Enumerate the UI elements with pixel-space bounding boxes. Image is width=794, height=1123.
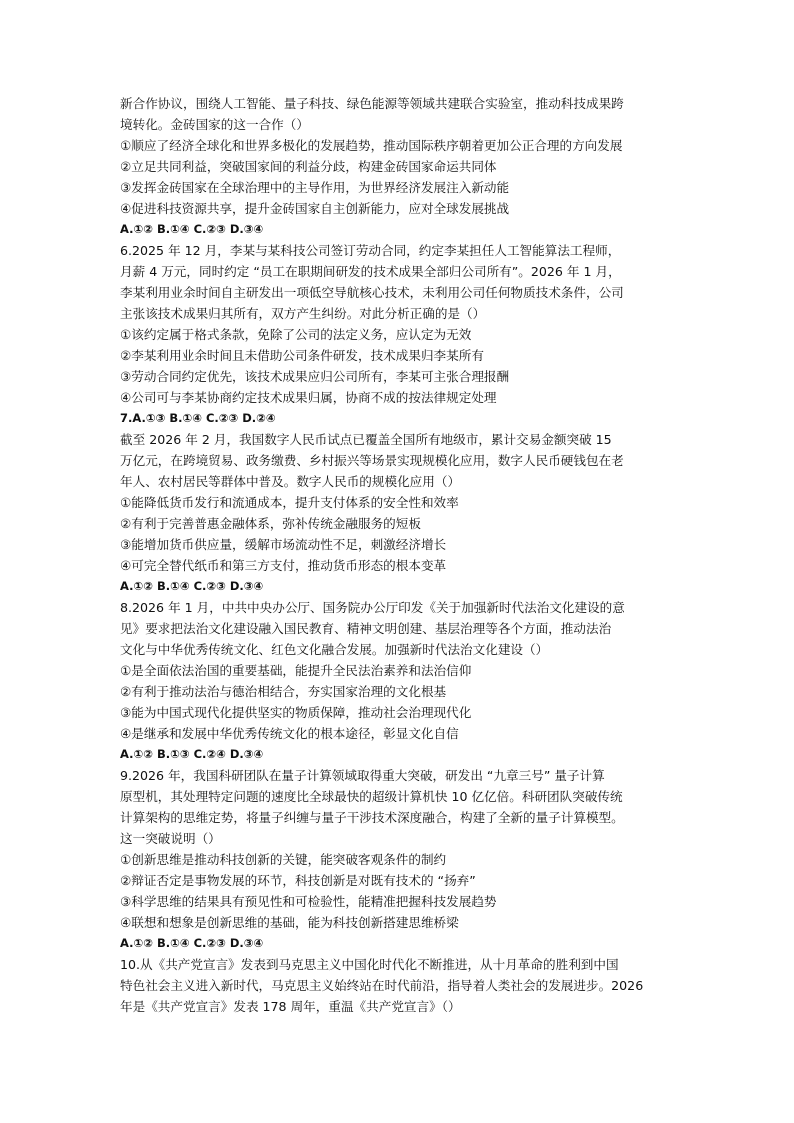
question-text-line: ③劳动合同约定优先，该技术成果应归公司所有，李某可主张合理报酬 <box>120 369 510 384</box>
answer-options: A.①② B.①③ C.②④ D.③④ <box>120 747 264 761</box>
question-text-line: ①顺应了经济全球化和世界多极化的发展趋势，推动国际秩序朝着更加公正合理的方向发展 <box>120 138 623 153</box>
question-text-line: 计算架构的思维定势，将量子纠缠与量子干涉技术深度融合，构建了全新的量子计算模型。 <box>120 810 624 825</box>
question-text-line: 万亿元，在跨境贸易、政务缴费、乡村振兴等场景实现规模化应用，数字人民币硬钱包在老 <box>120 453 624 468</box>
question-text-line: ③发挥金砖国家在全球治理中的主导作用，为世界经济发展注入新动能 <box>120 180 510 195</box>
question-text-line: 年是《共产党宣言》发表 178 周年，重温《共产党宣言》（） <box>120 999 461 1014</box>
answer-options: 7.A.①③ B.①④ C.②③ D.②④ <box>120 411 276 425</box>
question-block <box>120 93 680 240</box>
question-block <box>120 597 680 765</box>
question-text-line: ③科学思维的结果具有预见性和可检验性，能精准把握科技发展趋势 <box>120 894 497 909</box>
question-text-line: ②有利于完善普惠金融体系，弥补传统金融服务的短板 <box>120 516 421 531</box>
exam-questions <box>120 93 680 1017</box>
question-text-line: 月薪 4 万元，同时约定 “员工在职期间研发的技术成果全部归公司所有”。2026 年 1 月， <box>120 264 621 279</box>
question-text-line: ③能增加货币供应量，缓解市场流动性不足，刺激经济增长 <box>120 537 447 552</box>
question-block <box>120 429 680 597</box>
question-text-line: 文化与中华优秀传统文化、红色文化融合发展。加强新时代法治文化建设（） <box>120 642 549 657</box>
question-text-line: 李某利用业余时间自主研发出一项低空导航核心技术，未利用公司任何物质技术条件，公司 <box>120 285 624 300</box>
question-text-line: ②有利于推动法治与德治相结合，夯实国家治理的文化根基 <box>120 684 447 699</box>
answer-options: A.①② B.①④ C.②③ D.③④ <box>120 936 264 950</box>
question-text-line: ③能为中国式现代化提供坚实的物质保障，推动社会治理现代化 <box>120 705 472 720</box>
question-text-line: ②辩证否定是事物发展的环节，科技创新是对既有技术的 “扬弃” <box>120 873 476 888</box>
question-text-line: 新合作协议，围绕人工智能、量子科技、绿色能源等领域共建联合实验室，推动科技成果跨 <box>120 96 624 111</box>
question-text-line: 6.2025 年 12 月，李某与某科技公司签订劳动合同，约定李某担任人工智能算法工程师， <box>120 243 621 258</box>
question-text-line: ①能降低货币发行和流通成本，提升支付体系的安全性和效率 <box>120 495 459 510</box>
question-text-line: ①是全面依法治国的重要基础，能提升全民法治素养和法治信仰 <box>120 663 472 678</box>
answer-options: A.①② B.①④ C.②③ D.③④ <box>120 222 264 236</box>
question-text-line: 见》要求把法治文化建设融入国民教育、精神文明创建、基层治理等各个方面，推动法治 <box>120 621 612 636</box>
question-text-line: 年人、农村居民等群体中普及。数字人民币的规模化应用（） <box>120 474 461 489</box>
question-block <box>120 765 680 954</box>
question-text-line: 9.2026 年，我国科研团队在量子计算领域取得重大突破，研发出 “九章三号” 量子计算 <box>120 768 605 783</box>
question-text-line: 截至 2026 年 2 月，我国数字人民币试点已覆盖全国所有地级市，累计交易金额突破 15 <box>120 432 612 447</box>
question-block <box>120 240 680 429</box>
question-text-line: 主张该技术成果归其所有，双方产生纠纷。对此分析正确的是（） <box>120 306 486 321</box>
question-text-line: 境转化。金砖国家的这一合作（） <box>120 117 309 132</box>
question-text-line: ②李某利用业余时间且未借助公司条件研发，技术成果归李某所有 <box>120 348 484 363</box>
question-text-line: 特色社会主义进入新时代，马克思主义始终站在时代前沿，指导着人类社会的发展进步。2026 <box>120 978 644 993</box>
question-text-line: ④可完全替代纸币和第三方支付，推动货币形态的根本变革 <box>120 558 447 573</box>
question-text-line: ①该约定属于格式条款，免除了公司的法定义务，应认定为无效 <box>120 327 472 342</box>
question-text-line: ②立足共同利益，突破国家间的利益分歧，构建金砖国家命运共同体 <box>120 159 497 174</box>
question-text-line: ④是继承和发展中华优秀传统文化的根本途径，彰显文化自信 <box>120 726 459 741</box>
question-text-line: ④联想和想象是创新思维的基础，能为科技创新搭建思维桥梁 <box>120 915 459 930</box>
question-text-line: 原型机，其处理特定问题的速度比全球最快的超级计算机快 10 亿亿倍。科研团队突破传统 <box>120 789 623 804</box>
question-text-line: 这一突破说明（） <box>120 831 221 846</box>
question-text-line: ④公司可与李某协商约定技术成果归属，协商不成的按法律规定处理 <box>120 390 497 405</box>
answer-options: A.①② B.①④ C.②③ D.③④ <box>120 579 264 593</box>
question-block <box>120 954 680 1017</box>
question-text-line: 8.2026 年 1 月，中共中央办公厅、国务院办公厅印发《关于加强新时代法治文化建设的意 <box>120 600 625 615</box>
question-text-line: ①创新思维是推动科技创新的关键，能突破客观条件的制约 <box>120 852 447 867</box>
question-text-line: 10.从《共产党宣言》发表到马克思主义中国化时代化不断推进，从十月革命的胜利到中国 <box>120 957 619 972</box>
question-text-line: ④促进科技资源共享，提升金砖国家自主创新能力，应对全球发展挑战 <box>120 201 510 216</box>
